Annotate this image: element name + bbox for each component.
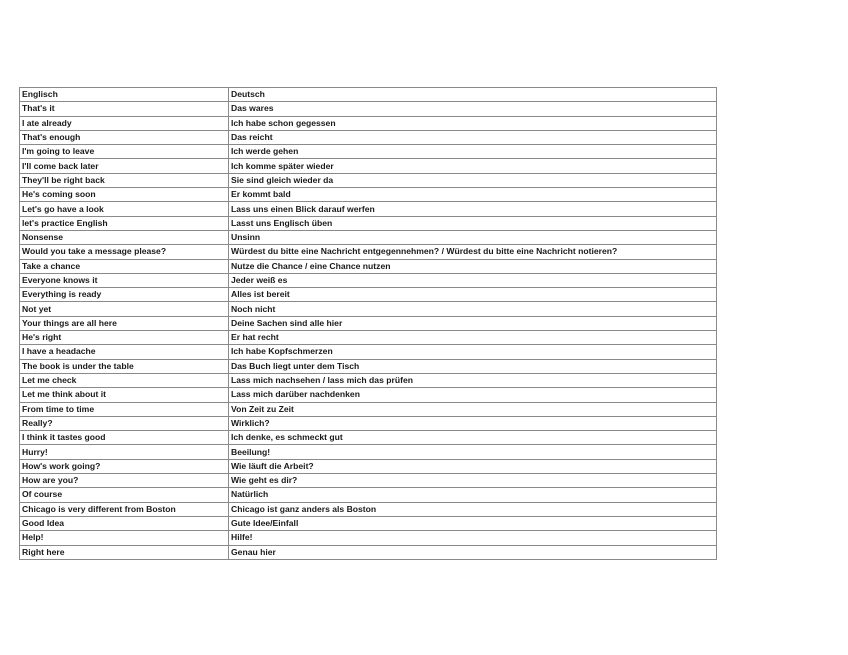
table-row xyxy=(20,230,717,244)
german-phrase-cell: Würdest du bitte eine Nachricht entgegennehmen? / Würdest du bitte eine Nachricht notieren? xyxy=(229,245,717,259)
vocabulary-table-body xyxy=(20,88,717,560)
german-phrase-cell: Lass mich nachsehen / lass mich das prüfen xyxy=(229,373,717,387)
table-row xyxy=(20,474,717,488)
english-phrase-cell: Let me think about it xyxy=(20,388,229,402)
german-phrase-cell: Ich denke, es schmeckt gut xyxy=(229,431,717,445)
german-phrase-cell: Noch nicht xyxy=(229,302,717,316)
german-phrase-cell: Lass uns einen Blick darauf werfen xyxy=(229,202,717,216)
table-row xyxy=(20,102,717,116)
german-phrase-cell: Ich komme später wieder xyxy=(229,159,717,173)
table-row xyxy=(20,502,717,516)
vocabulary-table xyxy=(19,87,717,560)
english-phrase-cell: That's enough xyxy=(20,130,229,144)
english-phrase-cell: Of course xyxy=(20,488,229,502)
english-phrase-cell: I'm going to leave xyxy=(20,145,229,159)
table-row xyxy=(20,173,717,187)
german-phrase-cell: Wie läuft die Arbeit? xyxy=(229,459,717,473)
german-phrase-cell: Sie sind gleich wieder da xyxy=(229,173,717,187)
table-row xyxy=(20,359,717,373)
table-row xyxy=(20,488,717,502)
header-german: Deutsch xyxy=(229,88,717,102)
english-phrase-cell: Take a chance xyxy=(20,259,229,273)
table-row xyxy=(20,245,717,259)
english-phrase-cell: Your things are all here xyxy=(20,316,229,330)
english-phrase-cell: From time to time xyxy=(20,402,229,416)
german-phrase-cell: Hilfe! xyxy=(229,531,717,545)
english-phrase-cell: Good Idea xyxy=(20,516,229,530)
table-row xyxy=(20,259,717,273)
table-row xyxy=(20,431,717,445)
table-row xyxy=(20,316,717,330)
german-phrase-cell: Das Buch liegt unter dem Tisch xyxy=(229,359,717,373)
table-row xyxy=(20,345,717,359)
english-phrase-cell: Right here xyxy=(20,545,229,559)
english-phrase-cell: Let's go have a look xyxy=(20,202,229,216)
table-row xyxy=(20,145,717,159)
german-phrase-cell: Das reicht xyxy=(229,130,717,144)
table-row xyxy=(20,130,717,144)
table-row xyxy=(20,445,717,459)
table-row xyxy=(20,531,717,545)
german-phrase-cell: Deine Sachen sind alle hier xyxy=(229,316,717,330)
german-phrase-cell: Ich habe schon gegessen xyxy=(229,116,717,130)
table-row xyxy=(20,273,717,287)
german-phrase-cell: Alles ist bereit xyxy=(229,288,717,302)
table-row xyxy=(20,116,717,130)
german-phrase-cell: Genau hier xyxy=(229,545,717,559)
header-english: Englisch xyxy=(20,88,229,102)
german-phrase-cell: Das wares xyxy=(229,102,717,116)
german-phrase-cell: Er kommt bald xyxy=(229,188,717,202)
english-phrase-cell: Nonsense xyxy=(20,230,229,244)
english-phrase-cell: Chicago is very different from Boston xyxy=(20,502,229,516)
english-phrase-cell: That's it xyxy=(20,102,229,116)
english-phrase-cell: I have a headache xyxy=(20,345,229,359)
table-row xyxy=(20,302,717,316)
table-row xyxy=(20,545,717,559)
english-phrase-cell: I think it tastes good xyxy=(20,431,229,445)
english-phrase-cell: Would you take a message please? xyxy=(20,245,229,259)
table-row xyxy=(20,216,717,230)
table-row xyxy=(20,516,717,530)
german-phrase-cell: Er hat recht xyxy=(229,331,717,345)
table-row xyxy=(20,331,717,345)
english-phrase-cell: He's right xyxy=(20,331,229,345)
english-phrase-cell: Let me check xyxy=(20,373,229,387)
table-row xyxy=(20,388,717,402)
table-row xyxy=(20,459,717,473)
english-phrase-cell: let's practice English xyxy=(20,216,229,230)
english-phrase-cell: He's coming soon xyxy=(20,188,229,202)
german-phrase-cell: Ich werde gehen xyxy=(229,145,717,159)
english-phrase-cell: Not yet xyxy=(20,302,229,316)
english-phrase-cell: They'll be right back xyxy=(20,173,229,187)
english-phrase-cell: How's work going? xyxy=(20,459,229,473)
table-row xyxy=(20,416,717,430)
english-phrase-cell: Help! xyxy=(20,531,229,545)
english-phrase-cell: The book is under the table xyxy=(20,359,229,373)
table-row xyxy=(20,288,717,302)
german-phrase-cell: Beeilung! xyxy=(229,445,717,459)
table-row xyxy=(20,402,717,416)
german-phrase-cell: Unsinn xyxy=(229,230,717,244)
english-phrase-cell: How are you? xyxy=(20,474,229,488)
german-phrase-cell: Von Zeit zu Zeit xyxy=(229,402,717,416)
table-header-row xyxy=(20,88,717,102)
german-phrase-cell: Wie geht es dir? xyxy=(229,474,717,488)
table-row xyxy=(20,373,717,387)
table-row xyxy=(20,202,717,216)
english-phrase-cell: Really? xyxy=(20,416,229,430)
english-phrase-cell: Hurry! xyxy=(20,445,229,459)
german-phrase-cell: Ich habe Kopfschmerzen xyxy=(229,345,717,359)
german-phrase-cell: Lass mich darüber nachdenken xyxy=(229,388,717,402)
german-phrase-cell: Natürlich xyxy=(229,488,717,502)
german-phrase-cell: Wirklich? xyxy=(229,416,717,430)
german-phrase-cell: Chicago ist ganz anders als Boston xyxy=(229,502,717,516)
english-phrase-cell: I'll come back later xyxy=(20,159,229,173)
english-phrase-cell: Everyone knows it xyxy=(20,273,229,287)
german-phrase-cell: Lasst uns Englisch üben xyxy=(229,216,717,230)
english-phrase-cell: Everything is ready xyxy=(20,288,229,302)
english-phrase-cell: I ate already xyxy=(20,116,229,130)
german-phrase-cell: Jeder weiß es xyxy=(229,273,717,287)
german-phrase-cell: Nutze die Chance / eine Chance nutzen xyxy=(229,259,717,273)
table-row xyxy=(20,159,717,173)
table-row xyxy=(20,188,717,202)
german-phrase-cell: Gute Idee/Einfall xyxy=(229,516,717,530)
